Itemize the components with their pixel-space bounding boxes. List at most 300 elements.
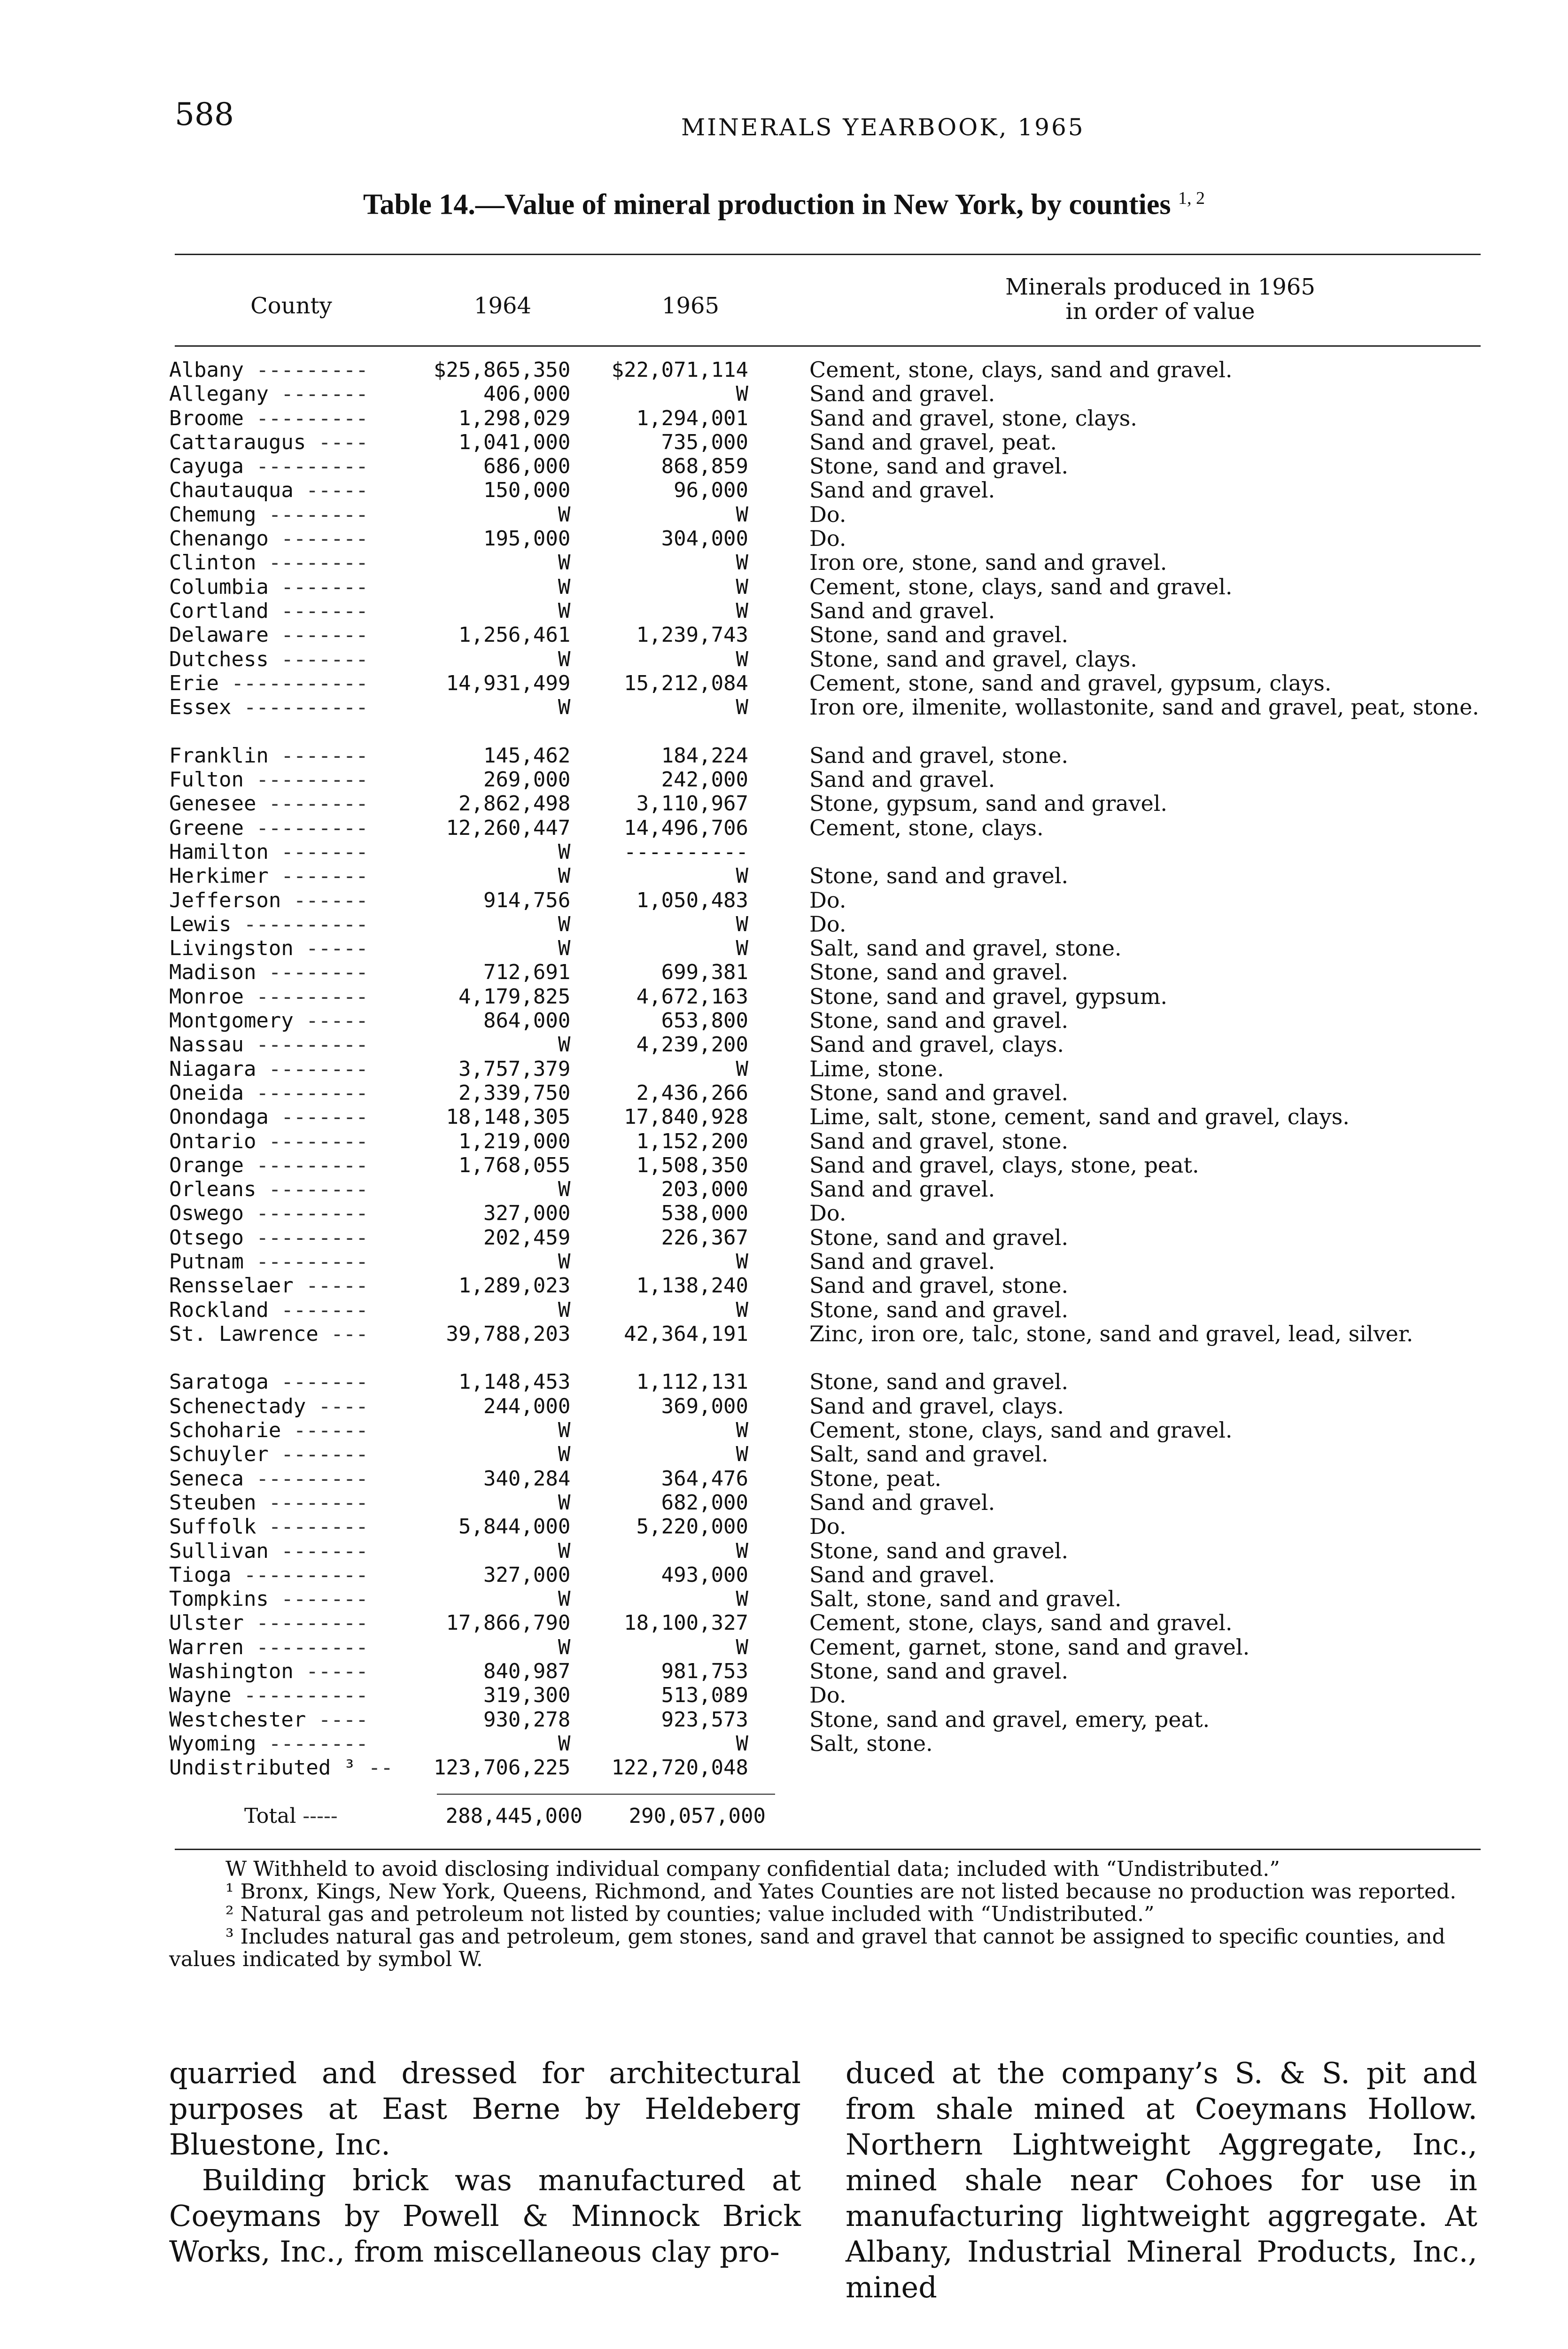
value-1964-cell: W — [558, 1249, 571, 1274]
value-1964-cell: W — [558, 695, 571, 720]
leader-dots: ------- — [268, 1587, 368, 1611]
leader-dots: ------- — [268, 1442, 368, 1467]
value-1965-cell: 1,508,350 — [636, 1153, 749, 1177]
value-1965-cell: 513,089 — [661, 1683, 749, 1708]
leader-dots: --------- — [243, 768, 368, 792]
county-cell — [169, 792, 425, 816]
value-1964-cell: 2,862,498 — [458, 792, 571, 816]
leader-dots: ------ — [281, 1418, 368, 1443]
table-row — [169, 1057, 1484, 1081]
table-row — [169, 1274, 1484, 1298]
leader-dots: ----- — [293, 1274, 368, 1298]
table-row — [169, 647, 1484, 671]
value-1965-cell: W — [736, 695, 749, 720]
footnote-1: ¹ Bronx, Kings, New York, Queens, Richmond, and Yates Counties are not listed because no production was reported. — [225, 1880, 1457, 1904]
county-cell — [169, 1442, 425, 1466]
value-1965-cell: 369,000 — [661, 1394, 749, 1418]
value-1965-cell: 304,000 — [661, 527, 749, 551]
value-1964-cell: 340,284 — [483, 1466, 571, 1491]
value-1965-cell: 735,000 — [661, 430, 749, 454]
value-1964-cell: 12,260,447 — [446, 816, 571, 840]
leader-dots: ---------- — [231, 1563, 368, 1587]
leader-dots: ---------- — [231, 1683, 368, 1708]
county-name: Oneida — [169, 1081, 244, 1105]
county-cell — [169, 695, 425, 744]
minerals-cell: Cement, stone, clays, sand and gravel. — [809, 1610, 1233, 1636]
table-row — [169, 1611, 1484, 1635]
county-cell — [169, 1515, 425, 1539]
value-1965-cell: W — [736, 551, 749, 575]
county-name: Franklin — [169, 743, 269, 768]
table-row — [169, 1442, 1484, 1466]
county-name: Genesee — [169, 792, 256, 816]
minerals-cell: Sand and gravel. — [809, 1176, 995, 1202]
value-1964-cell: 123,706,225 — [433, 1756, 571, 1780]
value-1964-cell: 1,041,000 — [458, 430, 571, 454]
county-name: Niagara — [169, 1057, 256, 1081]
table-title — [0, 188, 1568, 222]
leader-dots: -------- — [256, 1177, 368, 1202]
table-row — [169, 527, 1484, 551]
county-name: Herkimer — [169, 864, 269, 888]
minerals-cell: Cement, stone, clays. — [809, 815, 1044, 840]
table-row — [169, 864, 1484, 888]
county-cell — [169, 1732, 425, 1756]
county-cell — [169, 1201, 425, 1225]
value-1965-cell: 184,224 — [661, 743, 749, 768]
county-name: Westchester — [169, 1707, 306, 1732]
table-row — [169, 1756, 1484, 1780]
minerals-cell: Sand and gravel, clays. — [809, 1032, 1064, 1058]
table-row — [169, 744, 1484, 768]
county-cell — [169, 1274, 425, 1298]
county-cell — [169, 1563, 425, 1587]
value-1965-cell: 4,239,200 — [636, 1033, 749, 1057]
value-1964-cell: 1,256,461 — [458, 623, 571, 647]
value-1964-cell: 864,000 — [483, 1009, 571, 1033]
county-cell — [169, 1683, 425, 1707]
value-1964-cell: 840,987 — [483, 1659, 571, 1684]
value-1964-cell: W — [558, 502, 571, 527]
county-name: Broome — [169, 406, 244, 430]
value-1965-cell: 4,672,163 — [636, 984, 749, 1009]
body-left-paragraph-2: Building brick was manufactured at Coeymans by Powell & Minnock Brick Works, Inc., from miscellaneous clay pro- — [169, 2163, 801, 2269]
county-cell — [169, 912, 425, 936]
value-1965-cell: W — [736, 864, 749, 888]
leader-dots: ------- — [268, 840, 368, 864]
value-1964-cell: 195,000 — [483, 527, 571, 551]
value-1965-cell: 14,496,706 — [624, 816, 749, 840]
table-row — [169, 1563, 1484, 1587]
minerals-cell: Cement, stone, clays, sand and gravel. — [809, 1417, 1233, 1443]
value-1965-cell: 96,000 — [674, 478, 749, 503]
minerals-cell: Sand and gravel. — [809, 1489, 995, 1515]
county-cell — [169, 1539, 425, 1563]
table-row — [169, 1394, 1484, 1418]
value-1964-cell: 914,756 — [483, 888, 571, 912]
county-name: Cortland — [169, 599, 269, 623]
minerals-cell: Do. — [809, 1514, 846, 1540]
leader-dots: ------- — [268, 575, 368, 599]
county-name: Sullivan — [169, 1539, 269, 1563]
county-name: Orange — [169, 1153, 244, 1177]
county-cell — [169, 960, 425, 984]
minerals-cell: Sand and gravel. — [809, 598, 995, 623]
value-1965-cell: 682,000 — [661, 1490, 749, 1515]
table-row — [169, 840, 1484, 864]
table-row — [169, 1732, 1484, 1756]
footnote-2: ² Natural gas and petroleum not listed by counties; value included with “Undistributed.” — [225, 1902, 1155, 1926]
leader-dots: --------- — [243, 1466, 368, 1491]
value-1965-cell: W — [736, 1298, 749, 1322]
minerals-cell: Lime, salt, stone, cement, sand and gravel, clays. — [809, 1104, 1350, 1130]
county-name: Schenectady — [169, 1394, 306, 1418]
minerals-cell: Stone, sand and gravel. — [809, 1224, 1069, 1250]
body-column-left — [169, 2055, 801, 2270]
county-name: St. Lawrence — [169, 1322, 318, 1346]
table-row — [169, 960, 1484, 984]
table-row — [169, 358, 1484, 382]
leader-dots: --------- — [243, 1081, 368, 1105]
value-1964-cell: 39,788,203 — [446, 1322, 571, 1346]
county-name: Onondaga — [169, 1105, 269, 1129]
value-1964-cell: W — [558, 1033, 571, 1057]
leader-dots: --------- — [243, 1153, 368, 1177]
value-1964-cell: 14,931,499 — [446, 671, 571, 695]
value-1964-cell: 686,000 — [483, 454, 571, 479]
value-1965-cell: W — [736, 1249, 749, 1274]
value-1964-cell: 327,000 — [483, 1563, 571, 1587]
value-1965-cell: W — [736, 936, 749, 961]
value-1964-cell: $25,865,350 — [433, 358, 571, 382]
leader-dots: -------- — [256, 792, 368, 816]
value-1964-cell: 1,148,453 — [458, 1370, 571, 1394]
col-head-minerals-line1: Minerals produced in 1965 — [1005, 274, 1315, 300]
table-row — [169, 623, 1484, 647]
minerals-cell: Stone, sand and gravel, emery, peat. — [809, 1706, 1210, 1732]
table-row — [169, 454, 1484, 478]
county-cell — [169, 430, 425, 454]
table-row — [169, 1226, 1484, 1250]
county-cell — [169, 1370, 425, 1394]
table-header-rule — [175, 345, 1481, 347]
county-cell — [169, 840, 425, 864]
value-1964-cell: W — [558, 551, 571, 575]
minerals-cell: Sand and gravel. — [809, 1248, 995, 1274]
minerals-cell: Stone, sand and gravel. — [809, 959, 1069, 985]
minerals-cell: Sand and gravel. — [809, 477, 995, 503]
leader-dots: ------- — [268, 599, 368, 623]
leader-dots: -------- — [256, 1490, 368, 1515]
table-row — [169, 478, 1484, 502]
col-head-1965: 1965 — [661, 293, 720, 319]
county-cell — [169, 623, 425, 647]
value-1964-cell: 319,300 — [483, 1683, 571, 1708]
value-1965-cell: 923,573 — [661, 1707, 749, 1732]
leader-dots: ------- — [268, 382, 368, 406]
total-label — [169, 1804, 432, 1828]
total-label-text: Total — [244, 1804, 296, 1828]
value-1965-cell: 868,859 — [661, 454, 749, 479]
value-1965-cell: W — [736, 1539, 749, 1563]
county-cell — [169, 1467, 425, 1491]
value-1964-cell: W — [558, 1298, 571, 1322]
value-1965-cell: 203,000 — [661, 1177, 749, 1202]
county-name: Jefferson — [169, 888, 281, 912]
value-1964-cell: W — [558, 1490, 571, 1515]
county-name: Seneca — [169, 1466, 244, 1491]
value-1964-cell: W — [558, 840, 571, 864]
county-cell — [169, 671, 425, 695]
county-cell — [169, 1708, 425, 1732]
body-right-paragraph-1: duced at the company’s S. & S. pit and from shale mined at Coeymans Hollow. Northern Lightweight Aggregate, Inc., mined shale near Cohoes for use in manufacturing lightweight aggregate. At Albany, Industrial Mineral Products, Inc., mined — [846, 2056, 1477, 2304]
minerals-cell: Sand and gravel. — [809, 381, 995, 407]
minerals-cell: Zinc, iron ore, talc, stone, sand and gravel, lead, silver. — [809, 1321, 1413, 1346]
minerals-cell: Stone, sand and gravel, gypsum. — [809, 983, 1168, 1009]
minerals-cell: Stone, sand and gravel. — [809, 1297, 1069, 1322]
value-1964-cell: W — [558, 1418, 571, 1443]
county-name: Erie — [169, 671, 219, 695]
value-1965-cell: W — [736, 575, 749, 599]
minerals-cell: Stone, sand and gravel. — [809, 1538, 1069, 1563]
value-1965-cell: W — [736, 1057, 749, 1081]
value-1964-cell: 17,866,790 — [446, 1611, 571, 1635]
leader-dots: -------- — [256, 960, 368, 985]
table-row — [169, 1515, 1484, 1539]
minerals-cell: Do. — [809, 501, 846, 527]
county-name: Monroe — [169, 984, 244, 1009]
value-1964-cell: 244,000 — [483, 1394, 571, 1418]
county-cell — [169, 1153, 425, 1177]
county-cell — [169, 768, 425, 792]
county-cell — [169, 1659, 425, 1683]
table-row — [169, 1322, 1484, 1370]
value-1965-cell: W — [736, 502, 749, 527]
value-1964-cell: 269,000 — [483, 768, 571, 792]
leader-dots: ---- — [306, 1707, 368, 1732]
table-row — [169, 1418, 1484, 1442]
value-1964-cell: W — [558, 1442, 571, 1467]
table-row — [169, 551, 1484, 575]
table-row — [169, 1009, 1484, 1033]
value-1965-cell: 493,000 — [661, 1563, 749, 1587]
minerals-cell: Sand and gravel. — [809, 1562, 995, 1587]
value-1965-cell: 17,840,928 — [624, 1105, 749, 1129]
county-name: Clinton — [169, 551, 256, 575]
table-row — [169, 1081, 1484, 1105]
county-name: Chemung — [169, 502, 256, 527]
value-1965-cell: 122,720,048 — [611, 1756, 749, 1780]
table-row — [169, 936, 1484, 960]
leader-dots: ------- — [268, 743, 368, 768]
table-row — [169, 671, 1484, 695]
table-row — [169, 985, 1484, 1009]
value-1964-cell: W — [558, 647, 571, 671]
leader-dots: ------ — [281, 888, 368, 912]
value-1964-cell: 1,219,000 — [458, 1129, 571, 1153]
value-1964-cell: 712,691 — [483, 960, 571, 985]
table-bottom-rule — [175, 1849, 1481, 1850]
county-cell — [169, 406, 425, 430]
value-1965-cell: ---------- — [624, 840, 749, 864]
value-1964-cell: W — [558, 1177, 571, 1202]
county-name: Columbia — [169, 575, 269, 599]
value-1964-cell: 1,289,023 — [458, 1274, 571, 1298]
table-row — [169, 1033, 1484, 1057]
county-cell — [169, 1491, 425, 1515]
county-cell — [169, 551, 425, 575]
county-name: Allegany — [169, 382, 269, 406]
leader-dots: --------- — [243, 1201, 368, 1226]
table-row — [169, 695, 1484, 744]
minerals-cell: Cement, stone, clays, sand and gravel. — [809, 357, 1233, 382]
county-cell — [169, 1298, 425, 1322]
leader-dots: --------- — [243, 406, 368, 430]
value-1964-cell: W — [558, 1635, 571, 1659]
value-1964-cell: W — [558, 575, 571, 599]
value-1965-cell: 538,000 — [661, 1201, 749, 1226]
leader-dots: ---------- — [231, 695, 368, 720]
value-1965-cell: 1,294,001 — [636, 406, 749, 430]
county-name: Madison — [169, 960, 256, 985]
value-1965-cell: 653,800 — [661, 1009, 749, 1033]
col-head-minerals — [902, 275, 1419, 324]
county-name: Otsego — [169, 1225, 244, 1250]
county-cell — [169, 599, 425, 623]
body-left-paragraph-1: quarried and dressed for architectural purposes at East Berne by Heldeberg Bluestone, Inc. — [169, 2056, 801, 2162]
leader-dots: ------- — [268, 1105, 368, 1129]
leader-dots: ----- — [293, 1659, 368, 1684]
county-name: Nassau — [169, 1033, 244, 1057]
county-name: Wyoming — [169, 1731, 256, 1756]
value-1965-cell: 981,753 — [661, 1659, 749, 1684]
county-name: Tioga — [169, 1563, 232, 1587]
county-name: Oswego — [169, 1201, 244, 1226]
table-body — [169, 358, 1484, 1780]
value-1965-cell: 242,000 — [661, 768, 749, 792]
county-name: Orleans — [169, 1177, 256, 1202]
minerals-cell: Stone, peat. — [809, 1465, 942, 1491]
minerals-cell: Lime, stone. — [809, 1056, 944, 1081]
county-name: Livingston — [169, 936, 294, 961]
county-cell — [169, 527, 425, 551]
minerals-cell: Salt, stone, sand and gravel. — [809, 1586, 1122, 1612]
leader-dots: --- — [318, 1322, 368, 1346]
table-row — [169, 1370, 1484, 1394]
footnote-3: ³ Includes natural gas and petroleum, gem stones, sand and gravel that cannot be assigned to specific counties, and values indicated by symbol W. — [169, 1925, 1445, 1971]
county-name: Essex — [169, 695, 232, 720]
minerals-cell — [748, 1756, 1484, 1780]
minerals-cell: Stone, sand and gravel. — [809, 1080, 1069, 1105]
county-name: Suffolk — [169, 1515, 256, 1539]
minerals-cell: Stone, sand and gravel. — [809, 863, 1069, 889]
value-1965-cell: W — [736, 647, 749, 671]
minerals-cell: Stone, sand and gravel. — [809, 622, 1069, 648]
county-name: Montgomery — [169, 1009, 294, 1033]
county-cell — [169, 1081, 425, 1105]
value-1964-cell: 1,298,029 — [458, 406, 571, 430]
county-cell — [169, 1177, 425, 1201]
value-1965-cell: W — [736, 1731, 749, 1756]
value-1965-cell: 5,220,000 — [636, 1515, 749, 1539]
county-cell — [169, 1394, 425, 1418]
minerals-cell: Do. — [809, 887, 846, 913]
county-cell — [169, 1105, 425, 1129]
minerals-cell: Sand and gravel, clays, stone, peat. — [809, 1152, 1199, 1178]
value-1964-cell: W — [558, 599, 571, 623]
value-1964-cell: W — [558, 864, 571, 888]
leader-dots: ------- — [268, 1370, 368, 1394]
leader-dots: ------- — [268, 1539, 368, 1563]
running-head: MINERALS YEARBOOK, 1965 — [681, 114, 1085, 141]
county-name: Saratoga — [169, 1370, 269, 1394]
value-1964-cell: 327,000 — [483, 1201, 571, 1226]
value-1965-cell: 1,050,483 — [636, 888, 749, 912]
table-row — [169, 430, 1484, 454]
value-1965-cell: W — [736, 382, 749, 406]
county-cell — [169, 478, 425, 502]
table-row — [169, 888, 1484, 912]
value-1965-cell: 42,364,191 — [624, 1322, 749, 1346]
value-1964-cell: 5,844,000 — [458, 1515, 571, 1539]
value-1964-cell: 2,339,750 — [458, 1081, 571, 1105]
county-name: Schoharie — [169, 1418, 281, 1443]
body-column-right — [846, 2055, 1477, 2305]
value-1965-cell: W — [736, 599, 749, 623]
leader-dots: --------- — [243, 1611, 368, 1635]
minerals-cell: Sand and gravel, stone. — [809, 1273, 1069, 1299]
county-cell — [169, 1129, 425, 1153]
minerals-cell: Sand and gravel, peat. — [809, 429, 1057, 455]
col-head-1964: 1964 — [474, 293, 532, 319]
leader-dots: -------- — [256, 1129, 368, 1153]
table-row — [169, 599, 1484, 623]
county-name: Albany — [169, 358, 244, 382]
total-rule — [437, 1794, 775, 1795]
total-row — [169, 1804, 1484, 1828]
table-row — [169, 1539, 1484, 1563]
minerals-cell: Stone, sand and gravel, clays. — [809, 646, 1137, 672]
minerals-cell: Cement, stone, clays, sand and gravel. — [809, 574, 1233, 599]
county-name: Chautauqua — [169, 478, 294, 503]
leader-dots: ------- — [268, 1298, 368, 1322]
county-name: Tompkins — [169, 1587, 269, 1611]
county-name: Wayne — [169, 1683, 232, 1708]
table-row — [169, 575, 1484, 599]
table-row — [169, 816, 1484, 840]
total-1964: 288,445,000 — [445, 1804, 582, 1828]
county-name: Putnam — [169, 1249, 244, 1274]
value-1965-cell: 364,476 — [661, 1466, 749, 1491]
county-name: Steuben — [169, 1490, 256, 1515]
county-name: Undistributed ³ — [169, 1756, 356, 1780]
county-cell — [169, 647, 425, 671]
table-row — [169, 1708, 1484, 1732]
leader-dots: ------- — [268, 623, 368, 647]
county-name: Schuyler — [169, 1442, 269, 1467]
leader-dots: -------- — [256, 1057, 368, 1081]
county-cell — [169, 1009, 425, 1033]
value-1964-cell: W — [558, 912, 571, 936]
table-row — [169, 1201, 1484, 1225]
table-row — [169, 1491, 1484, 1515]
leader-dots: ----- — [293, 1009, 368, 1033]
table-row — [169, 1635, 1484, 1659]
table-row — [169, 792, 1484, 816]
county-name: Ulster — [169, 1611, 244, 1635]
value-1965-cell: 3,110,967 — [636, 792, 749, 816]
value-1964-cell: 406,000 — [483, 382, 571, 406]
